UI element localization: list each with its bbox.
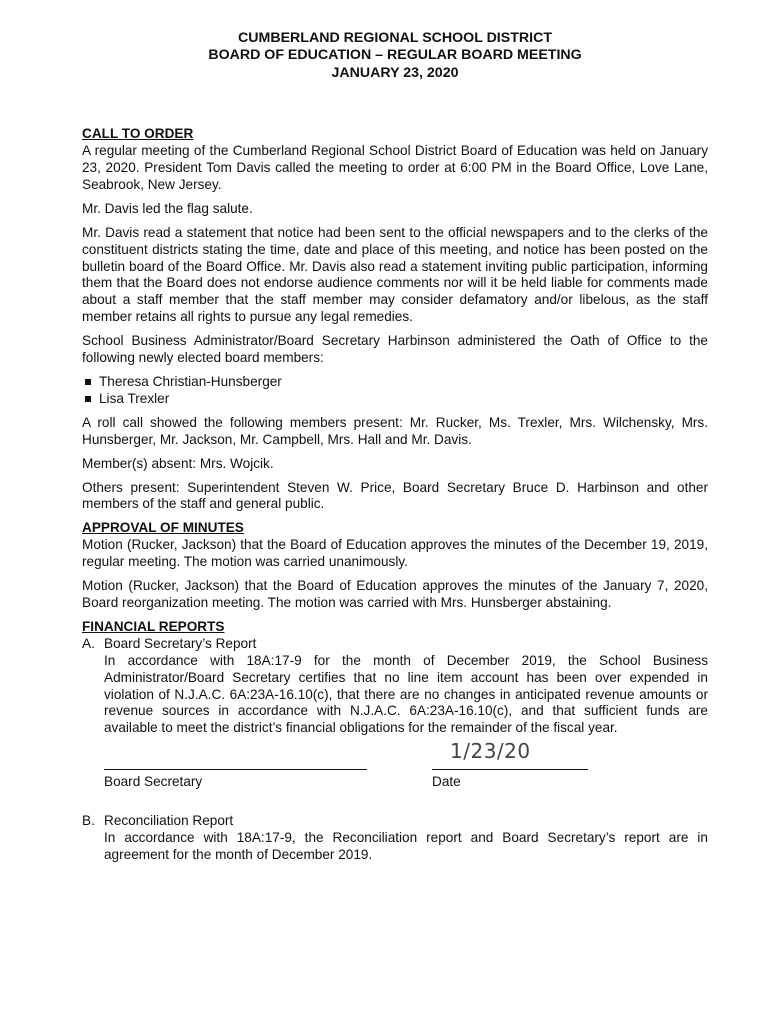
call-to-order-paragraph: A regular meeting of the Cumberland Regional School District Board of Education was held on January 23, 2020. President Tom Davis called the meeting to order at 6:00 PM in the Board Office, Love Lane, Seabrook, New Jersey. <box>82 143 708 192</box>
signature-block <box>82 741 708 807</box>
oath-of-office-paragraph: School Business Administrator/Board Secretary Harbinson administered the Oath of Office to the following newly elected board members: <box>82 333 708 366</box>
district-name: CUMBERLAND REGIONAL SCHOOL DISTRICT <box>238 30 552 46</box>
board-secretary-report <box>82 636 708 737</box>
document-header <box>82 30 708 82</box>
secretary-signature-label: Board Secretary <box>104 774 203 790</box>
others-present-paragraph: Others present: Superintendent Steven W. Price, Board Secretary Bruce D. Harbinson and other members of the staff and general public. <box>82 479 708 512</box>
minutes-motion-2: Motion (Rucker, Jackson) that the Board of Education approves the minutes of the January 7, 2020, Board reorganization meeting. The motion was carried with Mrs. Hunsberger abstaining. <box>82 578 708 610</box>
financial-reports-heading: FINANCIAL REPORTS <box>82 618 225 634</box>
new-members-list <box>82 374 708 408</box>
date-signature-label: Date <box>432 774 461 790</box>
list-item: Theresa Christian-Hunsberger <box>82 374 708 391</box>
reconciliation-report <box>82 813 708 864</box>
date-signature-line <box>432 769 588 770</box>
meeting-date: JANUARY 23, 2020 <box>331 64 459 81</box>
members-absent-paragraph: Member(s) absent: Mrs. Wojcik. <box>82 455 274 471</box>
flag-salute-paragraph: Mr. Davis led the flag salute. <box>82 200 253 216</box>
approval-of-minutes-heading: APPROVAL OF MINUTES <box>82 520 244 536</box>
secretary-signature-line <box>104 769 367 770</box>
item-letter: B. <box>82 813 95 829</box>
reconciliation-report-text: In accordance with 18A:17-9, the Reconciliation report and Board Secretary’s report are in agreement for the month of December 2019. <box>104 830 708 863</box>
notice-statement-paragraph: Mr. Davis read a statement that notice had been sent to the official newspapers and to the clerks of the constituent districts stating the time, date and place of this meeting, and notice has been posted on the bulletin board of the Board Office. Mr. Davis also read a statement inviting public participation, informing them that the Board does not endorse audience comments nor will it be held liable for comments made about a staff member that the staff member may consider defamatory and/or libelous, as the staff member retains all rights to pursue any legal remedies. <box>82 224 708 325</box>
meeting-title: BOARD OF EDUCATION – REGULAR BOARD MEETING <box>208 47 582 64</box>
board-secretary-report-text: In accordance with 18A:17-9 for the month of December 2019, the School Business Administrator/Board Secretary certifies that no line item account has been over expended in violation of N.J.A.C. 6A:23A-16.10(c), that there are no changes in anticipated revenue amounts or revenue sources in accordance with N.J.A.C. 6A:23A-16.10(c), and that sufficient funds are available to meet the district’s financial obligations for the remainder of the fiscal year. <box>104 652 708 736</box>
item-letter: A. <box>82 635 95 651</box>
list-item: Lisa Trexler <box>82 391 708 408</box>
reconciliation-report-title: Reconciliation Report <box>104 813 234 829</box>
minutes-motion-1: Motion (Rucker, Jackson) that the Board of Education approves the minutes of the December 19, 2019, regular meeting. The motion was carried unanimously. <box>82 537 708 570</box>
signed-date-value: 1/23/20 <box>450 739 531 764</box>
roll-call-paragraph: A roll call showed the following members present: Mr. Rucker, Ms. Trexler, Mrs. Wilchensky, Mrs. Hunsberger, Mr. Jackson, Mr. Campbell, Mrs. Hall and Mr. Davis. <box>82 414 708 447</box>
board-secretary-report-title: Board Secretary’s Report <box>104 635 257 651</box>
call-to-order-heading: CALL TO ORDER <box>82 126 194 142</box>
